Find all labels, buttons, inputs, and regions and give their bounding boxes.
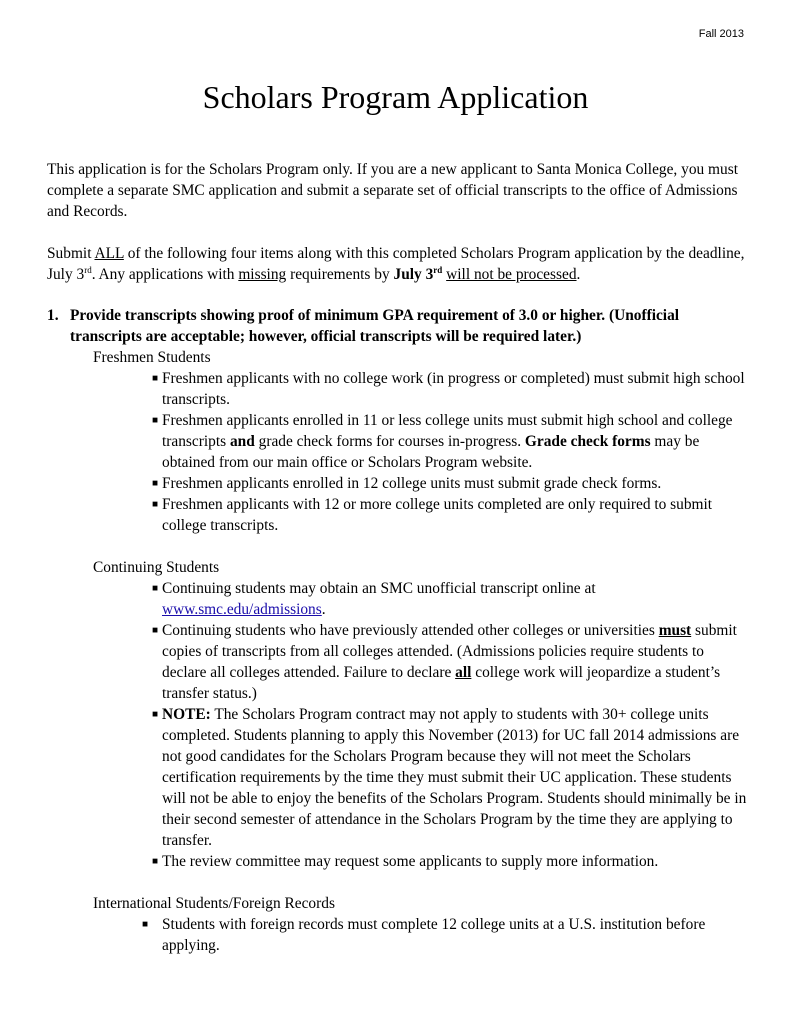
list-item-text-a: Freshmen applicants enrolled in 11 or less college units must submit high school and college transcripts	[162, 412, 733, 450]
bullet-icon: ■	[152, 373, 159, 384]
list-item	[47, 851, 752, 872]
p2-text-d: requirements by	[286, 266, 394, 283]
continuing-list	[47, 578, 752, 872]
submission-paragraph	[47, 243, 752, 285]
term-label: Fall 2013	[698, 28, 744, 40]
p2-text-a: Submit	[47, 245, 95, 262]
list-item-text-c: may be obtained from our main office or Scholars Program website.	[162, 433, 700, 471]
list-item	[47, 620, 752, 704]
intro-paragraph: This application is for the Scholars Program only. If you are a new applicant to Santa Monica College, you must complete a separate SMC application and submit a separate set of official transcripts to the office of Admissions and Records.	[47, 161, 738, 220]
list-item	[47, 410, 752, 473]
bullet-icon: ■	[152, 856, 159, 867]
list-item-text: The review committee may request some applicants to supply more information.	[162, 853, 659, 870]
list-item	[47, 704, 752, 851]
all-emphasis: ALL	[94, 245, 124, 262]
list-item	[47, 578, 752, 620]
bullet-icon: ■	[152, 415, 159, 426]
list-item	[47, 473, 752, 494]
not-processed-emphasis: will not be processed	[446, 266, 577, 283]
list-item	[47, 368, 752, 410]
bullet-icon: ■	[152, 625, 159, 636]
page-title: Scholars Program Application	[202, 79, 589, 115]
international-heading: International Students/Foreign Records	[93, 895, 335, 912]
note-label: NOTE:	[162, 706, 211, 723]
requirement-heading-text: Provide transcripts showing proof of minimum GPA requirement of 3.0 or higher. (Unofficial transcripts are acceptable; however, official transcripts will be required later.)	[70, 307, 680, 345]
list-item-text-b: .	[321, 601, 326, 618]
international-list	[47, 914, 752, 956]
freshmen-heading: Freshmen Students	[93, 349, 211, 366]
must-emphasis: must	[658, 622, 692, 639]
list-item-text-b: submit copies of transcripts from all colleges attended. (Admissions policies require students to declare all colleges attended. Failure to declare	[162, 622, 737, 681]
deadline-date: July 3	[393, 266, 434, 283]
bullet-icon: ■	[142, 919, 149, 930]
list-item-text: Freshmen applicants with 12 or more college units completed are only required to submit college transcripts.	[162, 496, 713, 534]
list-item-text-a: Continuing students may obtain an SMC unofficial transcript online at	[162, 580, 596, 597]
p2-text-b: of the following four items along with this completed Scholars Program application by the deadline, July 3	[47, 245, 745, 283]
missing-emphasis: missing	[238, 266, 287, 283]
all-colleges-emphasis: all	[455, 664, 472, 681]
bullet-icon: ■	[152, 583, 159, 594]
bullet-icon: ■	[152, 709, 159, 720]
list-item-text: Freshmen applicants with no college work (in progress or completed) must submit high school transcripts.	[162, 370, 745, 408]
note-text: The Scholars Program contract may not apply to students with 30+ college units completed. Students planning to apply this November (2013) for UC fall 2014 admissions are not good candidates for the Scholars Program because they will not meet the Scholars certification requirements by the time they must submit their UC application. These students will not be able to enjoy the benefits of the Scholars Program. Students should minimally be in their second semester of attendance in the Scholars Program by the time they are applying to transfer.	[162, 706, 747, 849]
deadline-ordinal: rd	[433, 264, 443, 275]
and-emphasis: and	[229, 433, 255, 450]
admissions-link[interactable]: www.smc.edu/admissions	[162, 601, 322, 618]
grade-check-forms-emphasis: Grade check forms	[524, 433, 651, 450]
requirement-item-1	[47, 305, 752, 956]
continuing-heading: Continuing Students	[93, 559, 220, 576]
requirement-heading	[47, 305, 752, 347]
list-item-text: Students with foreign records must complete 12 college units at a U.S. institution before applying.	[162, 916, 706, 954]
list-item-text: Freshmen applicants enrolled in 12 college units must submit grade check forms.	[162, 475, 662, 492]
list-item-text-c: college work will jeopardize a student’s transfer status.)	[162, 664, 721, 702]
bullet-icon: ■	[152, 499, 159, 510]
list-item	[47, 914, 752, 956]
p2-text-f: .	[576, 266, 581, 283]
ordinal-suffix: rd	[84, 264, 92, 275]
list-item	[47, 494, 752, 536]
item-number: 1.	[47, 307, 59, 324]
freshmen-list	[47, 368, 752, 536]
deadline-emphasis	[394, 266, 443, 283]
list-item-text-a: Continuing students who have previously attended other colleges or universities	[162, 622, 659, 639]
bullet-icon: ■	[152, 478, 159, 489]
list-item-text-b: grade check forms for courses in-progress.	[254, 433, 525, 450]
p2-text-c: . Any applications with	[91, 266, 239, 283]
